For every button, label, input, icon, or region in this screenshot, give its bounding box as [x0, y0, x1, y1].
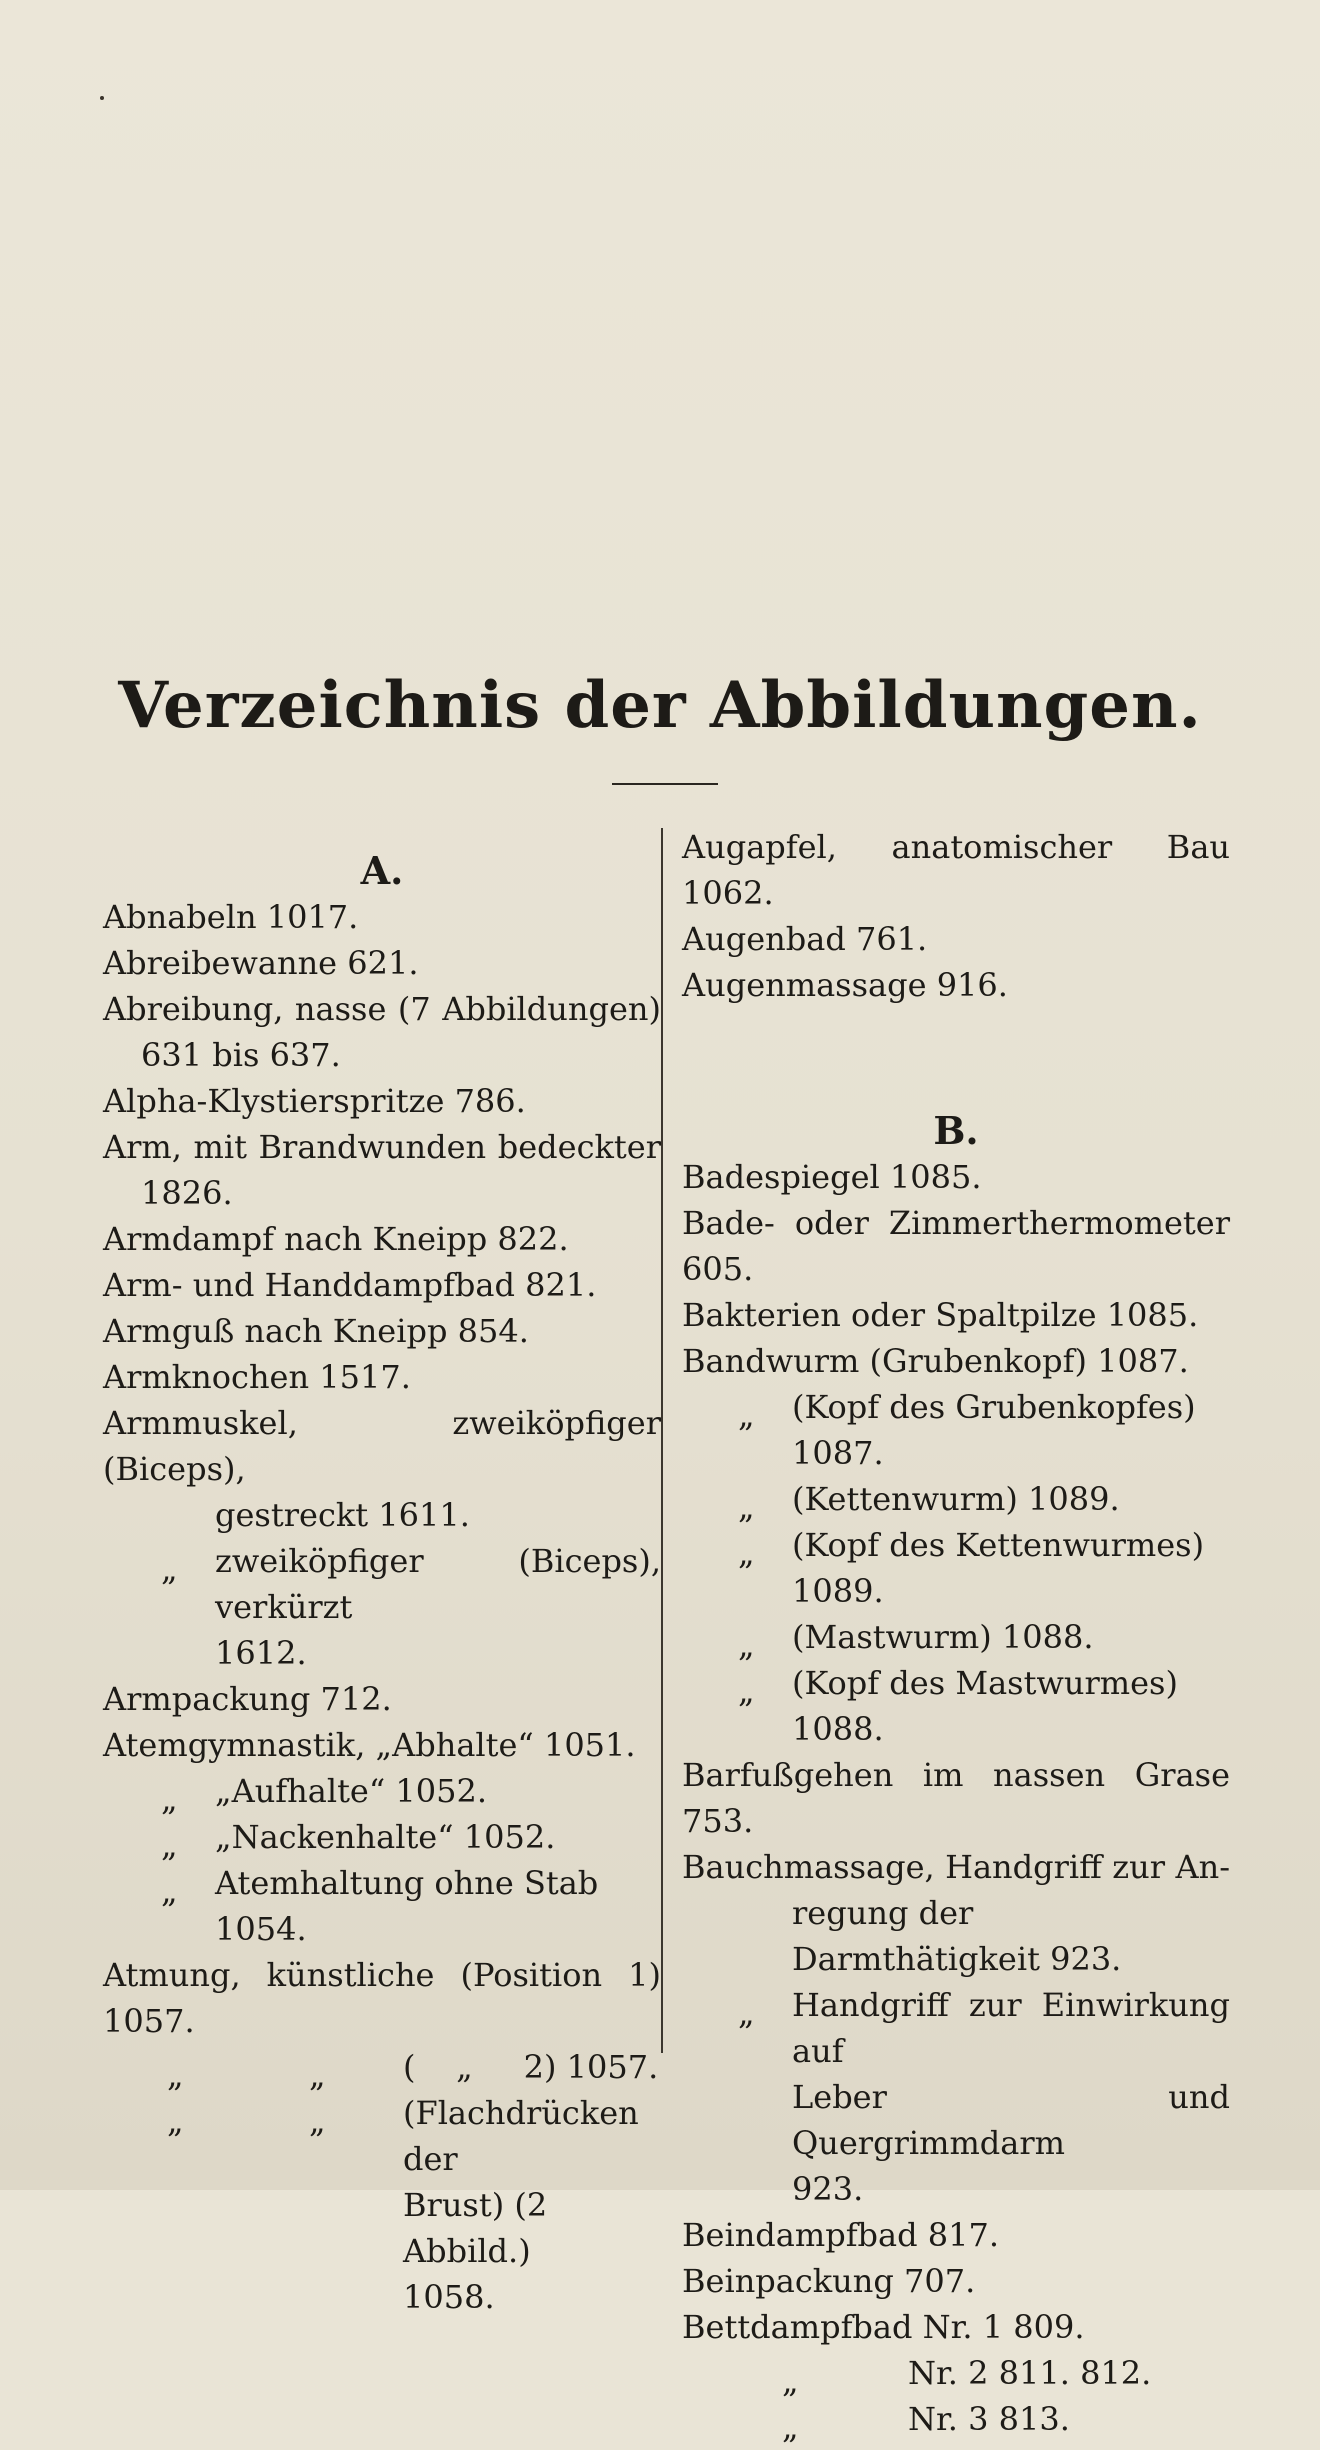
column-divider — [661, 828, 663, 2053]
index-entry: Armpackung 712. — [103, 1680, 392, 1718]
ditto-mark: „ — [738, 1396, 755, 1434]
index-entry: Beindampfbad 817. — [682, 2216, 999, 2254]
ditto-mark: „ — [738, 1626, 755, 1664]
section-letter-a: A. — [360, 848, 404, 893]
index-entry-continuation: regung der Darmthätigkeit 923. — [792, 1894, 1122, 1978]
index-entry-continuation: 1826. — [141, 1174, 233, 1212]
index-entry: Barfußgehen im nassen Grase 753. — [682, 1756, 1230, 1840]
ditto-mark: „ — [161, 1550, 178, 1588]
index-entry: Beinpackung 707. — [682, 2262, 976, 2300]
ditto-mark: „ — [167, 2056, 184, 2094]
index-entry: Augenmassage 916. — [682, 966, 1008, 1004]
ditto-mark: „ — [738, 1994, 755, 2032]
ditto-mark: „ — [309, 2102, 326, 2140]
index-subentry: „ „Nackenhalte“ 1052. — [103, 1814, 661, 1860]
index-subentry: „ (Kettenwurm) 1089. — [682, 1476, 1230, 1522]
index-subentry: „ Nr. 2 811. 812. — [682, 2350, 1230, 2396]
index-subentry: „ Nr. 3 813. — [682, 2396, 1230, 2442]
index-subentry: „ „ ( „ 2) 1057. — [103, 2044, 661, 2090]
index-subentry: „ (Kopf des Kettenwurmes) 1089. — [738, 1526, 1205, 1610]
ditto-mark: „ — [167, 2102, 184, 2140]
ditto-mark: „ — [161, 1826, 178, 1864]
index-entry-continuation: Brust) (2 Abbild.) — [403, 2186, 548, 2270]
index-subentry: „ Atemhaltung ohne Stab 1054. — [161, 1864, 599, 1948]
index-entry-continuation: Leber und Quergrimmdarm — [792, 2078, 1230, 2162]
ditto-mark: „ — [161, 1872, 178, 1910]
index-entry: Augenbad 761. — [682, 920, 928, 958]
index-entry: Badespiegel 1085. — [682, 1158, 982, 1196]
section-letter-b: B. — [933, 1108, 979, 1153]
index-subentry: „ zweiköpfiger (Biceps), verkürzt — [161, 1542, 661, 1626]
title-rule — [612, 783, 718, 785]
ditto-mark: „ — [782, 2408, 799, 2446]
index-entry: Alpha-Klystierspritze 786. — [103, 1082, 526, 1120]
index-entry: Armdampf nach Kneipp 822. — [103, 1220, 569, 1258]
index-entry: Bandwurm (Grubenkopf) 1087. — [682, 1342, 1189, 1380]
index-entry-continuation: 923. — [792, 2170, 864, 2208]
index-subentry: „ (Kopf des Mastwurmes) 1088. — [738, 1664, 1178, 1748]
index-entry: Abreibung, nasse (7 Abbildungen) — [103, 990, 661, 1028]
ditto-mark: „ — [309, 2056, 326, 2094]
index-entry: Abreibewanne 621. — [103, 944, 419, 982]
index-entry: Abnabeln 1017. — [103, 898, 359, 936]
section-gap — [682, 1008, 1230, 1108]
index-subentry: „ (Kopf des Grubenkopfes) 1087. — [738, 1388, 1196, 1472]
index-entry: Bade- oder Zimmerthermometer 605. — [682, 1204, 1230, 1288]
index-entry: Arm, mit Brandwunden bedeckter — [103, 1128, 661, 1166]
index-subentry: „ (Mastwurm) 1088. — [682, 1614, 1230, 1660]
index-subentry: „ „ (Flachdrücken der — [167, 2094, 639, 2178]
index-entry: Bettdampfbad Nr. 1 809. — [682, 2308, 1085, 2346]
page-title: Verzeichnis der Abbildungen. — [118, 668, 1202, 743]
ditto-mark: „ — [738, 1534, 755, 1572]
ink-speck — [100, 96, 104, 100]
ditto-mark: „ — [161, 1780, 178, 1818]
index-entry-continuation: 631 bis 637. — [141, 1036, 341, 1074]
index-entry: Augapfel, anatomischer Bau 1062. — [682, 828, 1230, 912]
ditto-mark: „ — [738, 1672, 755, 1710]
index-entry-continuation: gestreckt 1611. — [215, 1496, 470, 1534]
index-subentry: „ „Aufhalte“ 1052. — [103, 1768, 661, 1814]
index-entry-continuation: 1612. — [215, 1634, 307, 1672]
index-entry: Atmung, künstliche (Position 1) 1057. — [103, 1956, 661, 2040]
index-entry: Arm- und Handdampfbad 821. — [103, 1266, 597, 1304]
index-entry: Armguß nach Kneipp 854. — [103, 1312, 529, 1350]
index-entry: Bauchmassage, Handgriff zur An- — [682, 1848, 1230, 1886]
index-entry: Atemgymnastik, „Abhalte“ 1051. — [103, 1726, 636, 1764]
index-entry: Armknochen 1517. — [103, 1358, 411, 1396]
index-subentry: „ Handgriff zur Einwirkung auf — [738, 1986, 1230, 2070]
right-column — [682, 824, 1230, 2446]
index-entry: Bakterien oder Spaltpilze 1085. — [682, 1296, 1199, 1334]
left-column — [103, 848, 661, 2320]
index-entry: Armmuskel, zweiköpfiger (Biceps), — [103, 1404, 661, 1488]
ditto-mark: „ — [782, 2362, 799, 2400]
ditto-mark: „ — [738, 1488, 755, 1526]
index-entry-continuation: 1058. — [403, 2278, 495, 2316]
